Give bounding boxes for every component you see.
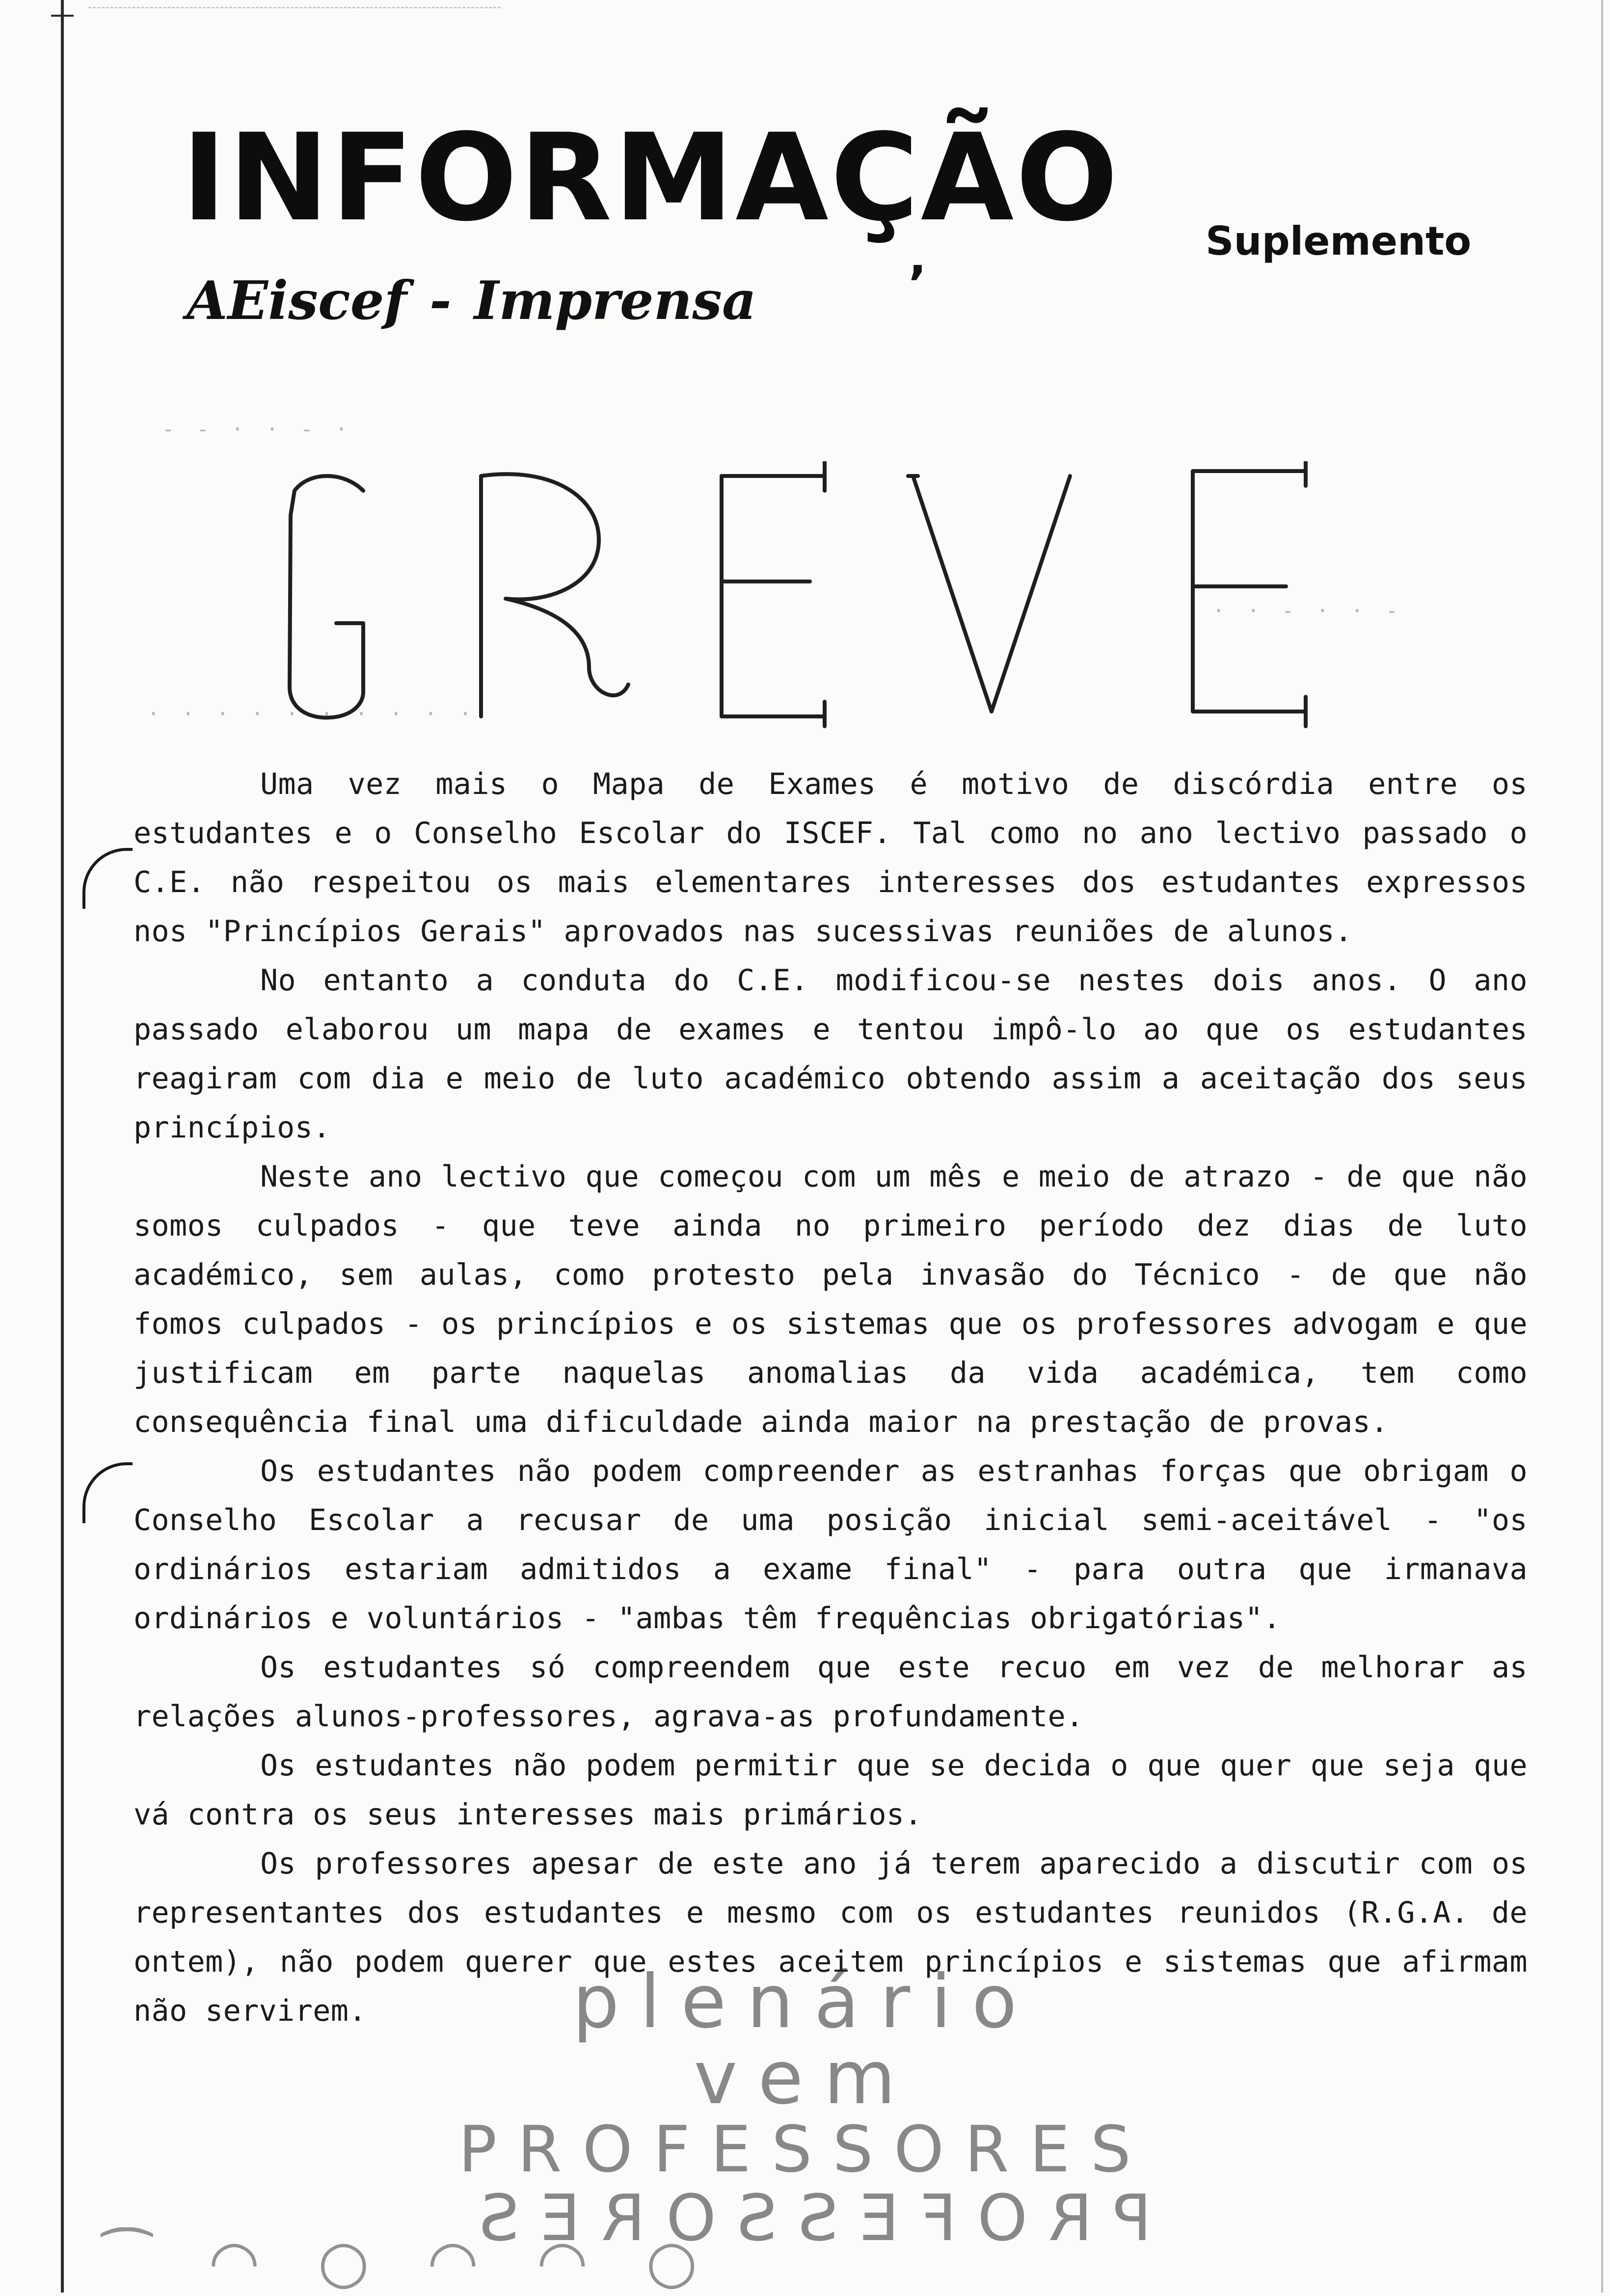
faint-bleed-line-1: - - · · - ·: [162, 417, 353, 441]
article-paragraph-5: Os estudantes só compreendem que este recuo em vez de melhorar as relações alunos-professores, agrava-as profundamente.: [134, 1650, 1528, 1734]
hole-punch-mark-lower: [82, 1462, 133, 1523]
bleed-through-corner-scribble: ⁀ ◠ ○ ◠ ◠ ○: [103, 2228, 717, 2296]
headline-letter-r: [481, 474, 628, 716]
article-paragraph-7: Os professores apesar de este ano já terem aparecido a discutir com os representantes dos estudantes e mesmo com os estudantes reunidos (R.G.A. de ontem), não podem querer que estes aceitem princípios e sistemas que afirmam não servirem.: [134, 1847, 1528, 2028]
masthead-separator: -: [429, 270, 452, 332]
masthead-title: INFORMAÇÃO: [182, 108, 1120, 248]
bleed-through-line-2: vem: [694, 2035, 916, 2121]
bleed-through-line-3: PROFESSORES: [458, 2112, 1152, 2187]
right-page-edge: [1601, 0, 1603, 2293]
margin-tick-mark: [51, 15, 74, 17]
masthead-organization: AEiscef: [187, 270, 407, 332]
headline-greve: [275, 461, 1315, 736]
masthead-supplement: Suplemento: [1206, 218, 1472, 264]
article-paragraph-2: No entanto a conduta do C.E. modificou-se nestes dois anos. O ano passado elaborou um mapa de exames e tentou impô-lo ao que os estudantes reagiram com dia e meio de luto académico obtendo assim a aceitação dos seus princípios.: [134, 963, 1528, 1145]
bleed-through-line-mirrored: PROFESSORES: [458, 2181, 1152, 2255]
masthead-section: Imprensa: [474, 270, 756, 332]
article-body: [134, 760, 1528, 2035]
article-paragraph-4: Os estudantes não podem compreender as estranhas forças que obrigam o Conselho Escolar a recusar de uma posição inicial semi-aceitável - "os ordinários estariam admitidos a exame final" - para outra que irmanava ordinários e voluntários - "ambas têm frequências obrigatórias".: [134, 1454, 1528, 1636]
headline-letter-e2: [1193, 461, 1306, 726]
bleed-through-text: [442, 1959, 1168, 2255]
headline-letter-e1: [722, 461, 825, 726]
bleed-through-line-1: plenário: [572, 1959, 1038, 2045]
article-paragraph-3: Neste ano lectivo que começou com um mês e meio de atrazo - de que não somos culpados - que teve ainda no primeiro período dez dias de luto académico, sem aulas, como protesto pela invasão do Técnico - de que não fomos culpados - os princípios e os sistemas que os professores advogam e que justificam em parte naquelas anomalias da vida académica, tem como consequência final uma dificuldade ainda maior na prestação de provas.: [134, 1160, 1528, 1439]
faint-bleed-line-3: · · · · · · · · · ·: [147, 702, 477, 726]
masthead-subtitle: [187, 270, 756, 332]
top-scan-specks: [88, 7, 501, 9]
headline-letter-g: [290, 476, 363, 718]
article-paragraph-6: Os estudantes não podem permitir que se decida o que quer que seja que vá contra os seus interesses mais primários.: [134, 1748, 1528, 1832]
headline-letter-v: [908, 476, 1070, 712]
hole-punch-mark-upper: [82, 848, 133, 909]
article-paragraph-1: Uma vez mais o Mapa de Exames é motivo de discórdia entre os estudantes e o Conselho Escolar do ISCEF. Tal como no ano lectivo passado o C.E. não respeitou os mais elementares interesses dos estudantes expressos nos "Princípios Gerais" aprovados nas sucessivas reuniões de alunos.: [134, 767, 1528, 949]
left-margin-rule: [61, 0, 64, 2293]
masthead-quote-mark: ’: [908, 255, 927, 313]
faint-bleed-line-2: · · - · · -: [1212, 599, 1403, 623]
